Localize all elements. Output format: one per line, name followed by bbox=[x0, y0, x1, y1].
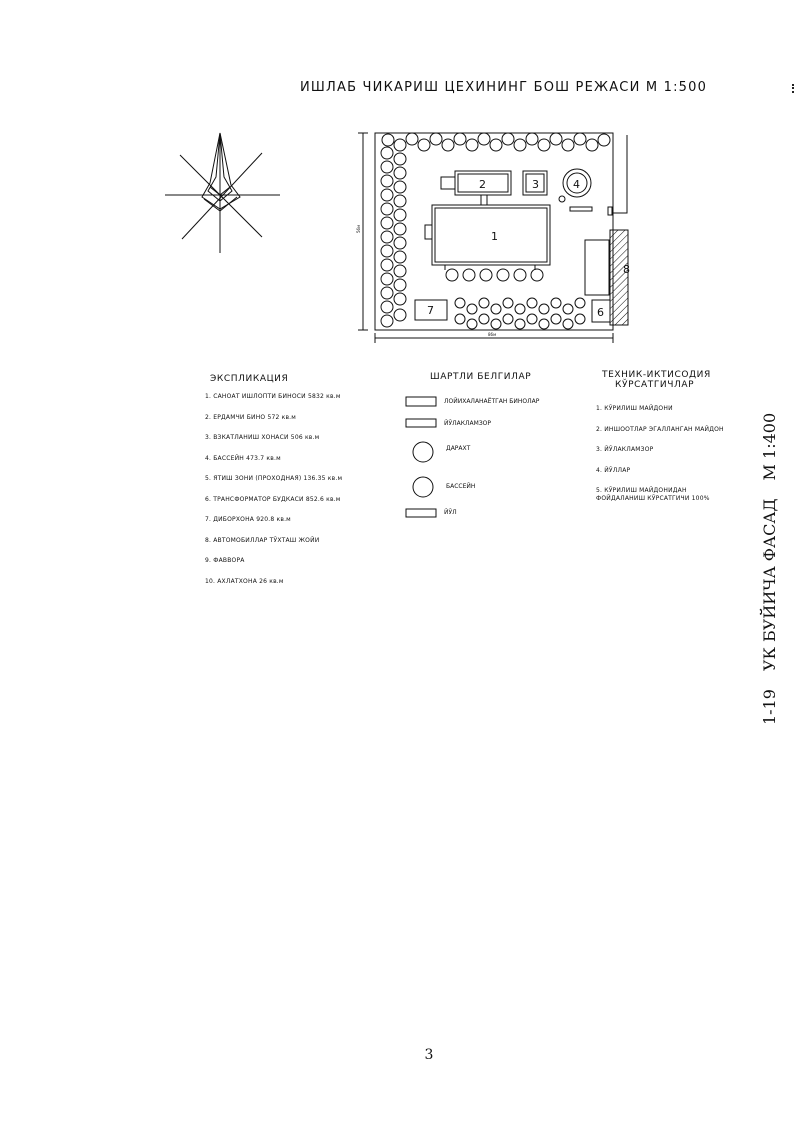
tree-symbol-icon bbox=[413, 442, 433, 462]
plan-label-3: 3 bbox=[532, 178, 539, 191]
block-8 bbox=[585, 240, 609, 295]
list-item: 7. ДИБОРХОНА 920.8 кв.м bbox=[205, 516, 291, 523]
symbols-heading: ШАРТЛИ БЕЛГИЛАР bbox=[430, 372, 532, 382]
technical-heading-line1: ТЕХНИК-ИКТИСОДИЯ bbox=[602, 370, 711, 380]
list-item: 2. ЕРДАМЧИ БИНО 572 кв.м bbox=[205, 413, 297, 421]
dim-bottom-label: 86м bbox=[488, 332, 497, 337]
building-symbol-icon bbox=[406, 397, 436, 406]
list-item: 9. ФАВВОРА bbox=[205, 557, 245, 564]
corner-mark bbox=[792, 84, 798, 93]
technical-list bbox=[596, 405, 746, 516]
vertical-facade-caption bbox=[760, 375, 784, 725]
list-item: 5. КЎРИЛИШ МАЙДОНИДАН ФОЙДАЛАНИШ КЎРСАТГИЧИ 100% bbox=[596, 487, 710, 502]
caption-scale: М 1:400 bbox=[760, 412, 779, 481]
explication-list bbox=[205, 392, 342, 597]
list-item: 3. ВЗКАТЛАНИШ ХОНАСИ 506 кв.м bbox=[205, 434, 320, 441]
list-item: 6. ТРАНСФОРМАТОР БУДКАСИ 852.6 кв.м bbox=[205, 495, 341, 503]
site-plan bbox=[355, 125, 645, 350]
road-symbol-icon bbox=[406, 509, 436, 517]
page-number: 3 bbox=[424, 1047, 434, 1063]
list-item: 10. АХЛАТХОНА 26 кв.м bbox=[205, 577, 284, 585]
pool-symbol-icon bbox=[413, 477, 433, 497]
pool-circles-row bbox=[446, 269, 543, 281]
parking-hatch bbox=[610, 230, 628, 325]
list-item: 3. ЙЎЛАКЛАМЗОР bbox=[596, 446, 654, 453]
technical-heading-line2: КЎРСАТГИЧЛАР bbox=[615, 380, 695, 390]
list-item: 5. ЯТИШ ЗОНИ (ПРОХОДНАЯ) 136.35 кв.м bbox=[205, 475, 343, 482]
explication-heading: ЭКСПЛИКАЦИЯ bbox=[210, 374, 289, 384]
list-item: 8. АВТОМОБИЛЛАР ТЎХТАШ ЖОЙИ bbox=[205, 536, 320, 544]
plan-label-2: 2 bbox=[479, 178, 486, 191]
dim-left-label: 56м bbox=[356, 224, 361, 233]
road-line bbox=[613, 133, 627, 213]
compass-rose-icon bbox=[160, 125, 285, 255]
plan-label-6: 6 bbox=[597, 306, 604, 319]
list-item: 4. БАССЕЙН 473.7 кв.м bbox=[205, 454, 281, 462]
plan-label-4: 4 bbox=[573, 178, 580, 191]
symbol-label-tree: ДАРАХТ bbox=[446, 445, 471, 452]
drawing-title: ИШЛАБ ЧИКАРИШ ЦЕХИНИНГ БОШ РЕЖАСИ М 1:500 bbox=[300, 80, 708, 95]
caption-title: УК БУЙИЧА ФАСАД bbox=[760, 498, 779, 672]
trees-bottom-row bbox=[455, 298, 585, 329]
list-item: 2. ИНШООТЛАР ЭГАЛЛАНГАН МАЙДОН bbox=[596, 425, 724, 433]
symbol-label-buildings: ЛОЙИХАЛАНАЁТГАН БИНОЛАР bbox=[444, 398, 540, 405]
plan-label-1: 1 bbox=[491, 230, 498, 243]
trees-left-column bbox=[381, 147, 406, 327]
symbols-icons bbox=[405, 395, 440, 525]
list-item: 4. ЙЎЛЛАР bbox=[596, 466, 631, 474]
list-item: 1. КЎРИЛИШ МАЙДОНИ bbox=[596, 405, 673, 412]
plan-label-8: 8 bbox=[623, 263, 630, 276]
caption-code: 1-19 bbox=[760, 689, 779, 725]
symbol-label-pool: БАССЕЙН bbox=[446, 483, 476, 490]
symbol-label-lawn: ЙЎЛАКЛАМЗОР bbox=[444, 420, 492, 427]
list-item: 1. САНОАТ ИШЛОПТИ БИНОСИ 5832 кв.м bbox=[205, 393, 341, 400]
plan-label-7: 7 bbox=[427, 304, 434, 317]
symbol-label-road: ЙЎЛ bbox=[444, 509, 457, 516]
trees-top-row bbox=[382, 133, 610, 151]
lawn-symbol-icon bbox=[406, 419, 436, 427]
